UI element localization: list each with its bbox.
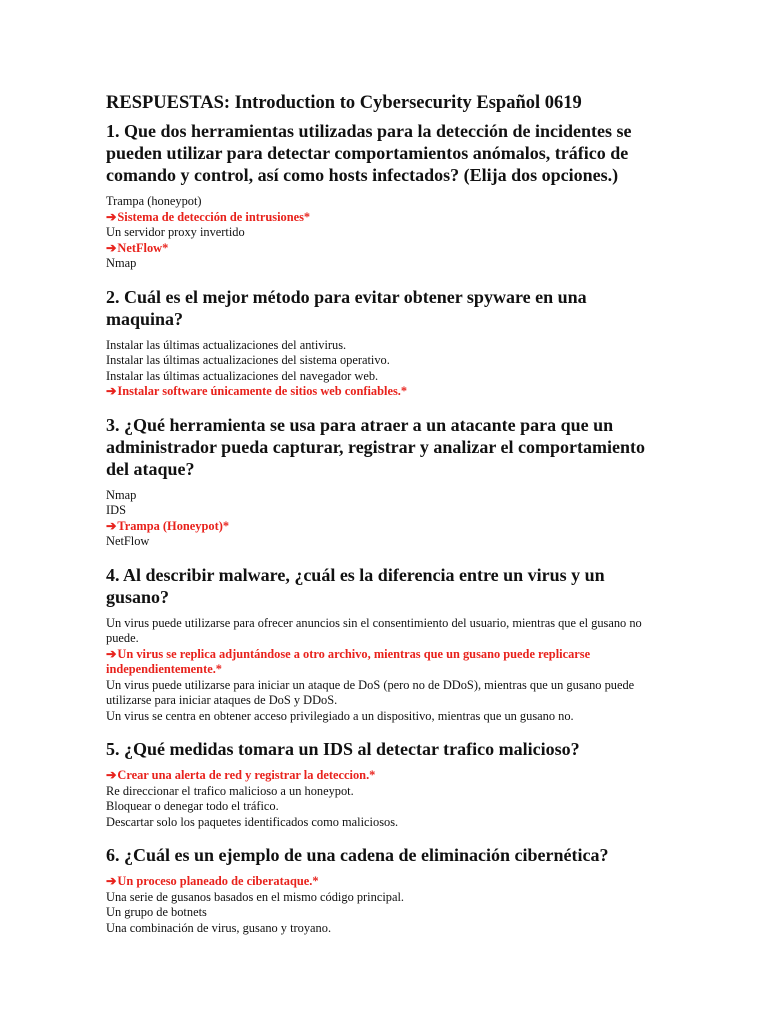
answer-option — [106, 225, 666, 241]
question-block — [106, 564, 666, 725]
correct-answer-option — [106, 519, 666, 535]
answer-option-text: Crear una alerta de red y registrar la deteccion.* — [117, 768, 376, 782]
answer-option — [106, 256, 666, 272]
answer-option — [106, 194, 666, 210]
answer-option-text: NetFlow — [106, 534, 150, 548]
arrow-right-icon: ➔ — [106, 209, 117, 224]
answer-option-text: Nmap — [106, 256, 137, 270]
question-title: 6. ¿Cuál es un ejemplo de una cadena de eliminación cibernética? — [106, 845, 609, 865]
arrow-right-icon: ➔ — [106, 646, 117, 661]
answer-option-text: IDS — [106, 503, 126, 517]
question-title: 4. Al describir malware, ¿cuál es la diferencia entre un virus y un gusano? — [106, 564, 605, 607]
answer-option-text: Instalar las últimas actualizaciones del navegador web. — [106, 368, 379, 383]
answer-option — [106, 678, 666, 709]
question-block — [106, 286, 666, 400]
answer-option-text: Descartar solo los paquetes identificados como maliciosos. — [106, 814, 399, 829]
answer-option-text: Un proceso planeado de ciberataque.* — [117, 874, 319, 888]
answer-option-text: Una combinación de virus, gusano y troyano. — [106, 920, 332, 935]
answer-option — [106, 799, 666, 815]
answer-option — [106, 488, 666, 504]
question-title: 3. ¿Qué herramienta se usa para atraer a un atacante para que un administrador pueda capturar, registrar y analizar el comportamiento del ataque? — [106, 414, 645, 479]
answer-option-text: Un virus se centra en obtener acceso privilegiado a un dispositivo, mientras que un gusano no. — [106, 708, 574, 723]
answer-option-text: Un servidor proxy invertido — [106, 225, 245, 239]
document-title: RESPUESTAS: Introduction to Cybersecurity Español 0619 — [106, 93, 582, 113]
question-block — [106, 414, 666, 550]
answer-option — [106, 815, 666, 831]
arrow-right-icon: ➔ — [106, 384, 117, 398]
answer-option-text: NetFlow* — [117, 240, 169, 255]
answer-option-text: Un virus puede utilizarse para iniciar un ataque de DoS (pero no de DDoS), mientras que un gusano puede utilizarse para iniciar ataques de DoS y DDoS. — [106, 677, 635, 707]
answer-option — [106, 353, 666, 369]
answer-option — [106, 890, 666, 906]
question-block — [106, 738, 666, 830]
answer-option — [106, 921, 666, 937]
question-block — [106, 844, 666, 936]
answer-option-text: Instalar las últimas actualizaciones del sistema operativo. — [106, 353, 390, 367]
arrow-right-icon: ➔ — [106, 240, 117, 255]
answer-option-text: Sistema de detección de intrusiones* — [117, 209, 311, 224]
answer-option-text: Trampa (Honeypot)* — [117, 518, 230, 533]
answer-option-text: Trampa (honeypot) — [106, 194, 202, 208]
question-block — [106, 120, 666, 272]
question-title: 1. Que dos herramientas utilizadas para la detección de incidentes se pueden utilizar para detectar comportamientos anómalos, tráfico de comando y control, así como hosts infectados? (Elija dos opciones.) — [106, 121, 632, 185]
answer-option-text: Bloquear o denegar todo el tráfico. — [106, 799, 279, 813]
answer-option-text: Re direccionar el trafico malicioso a un honeypot. — [106, 783, 354, 798]
question-title: 5. ¿Qué medidas tomara un IDS al detectar trafico malicioso? — [106, 739, 580, 759]
arrow-right-icon: ➔ — [106, 874, 117, 888]
document-page — [106, 92, 666, 950]
answer-option-text: Un virus puede utilizarse para ofrecer anuncios sin el consentimiento del usuario, mientras que el gusano no puede. — [106, 615, 642, 645]
answer-option — [106, 709, 666, 725]
answer-option-text: Una serie de gusanos basados en el mismo código principal. — [106, 889, 404, 904]
answer-option — [106, 338, 666, 354]
answer-option — [106, 369, 666, 385]
answer-option — [106, 534, 666, 550]
answer-option — [106, 905, 666, 921]
correct-answer-option — [106, 384, 666, 400]
answer-option-text: Un virus se replica adjuntándose a otro archivo, mientras que un gusano puede replicarse independientemente.* — [106, 646, 591, 676]
answer-option — [106, 503, 666, 519]
question-list — [106, 120, 666, 936]
answer-option-text: Nmap — [106, 487, 137, 502]
correct-answer-option — [106, 874, 666, 890]
arrow-right-icon: ➔ — [106, 518, 117, 533]
answer-option-text: Instalar las últimas actualizaciones del antivirus. — [106, 337, 347, 352]
answer-option-text: Instalar software únicamente de sitios web confiables.* — [117, 384, 408, 398]
answer-option-text: Un grupo de botnets — [106, 905, 207, 919]
answer-option — [106, 616, 666, 647]
correct-answer-option — [106, 768, 666, 784]
correct-answer-option — [106, 241, 666, 257]
question-title: 2. Cuál es el mejor método para evitar obtener spyware en una maquina? — [106, 286, 587, 329]
correct-answer-option — [106, 647, 666, 678]
arrow-right-icon: ➔ — [106, 768, 117, 782]
correct-answer-option — [106, 210, 666, 226]
answer-option — [106, 784, 666, 800]
